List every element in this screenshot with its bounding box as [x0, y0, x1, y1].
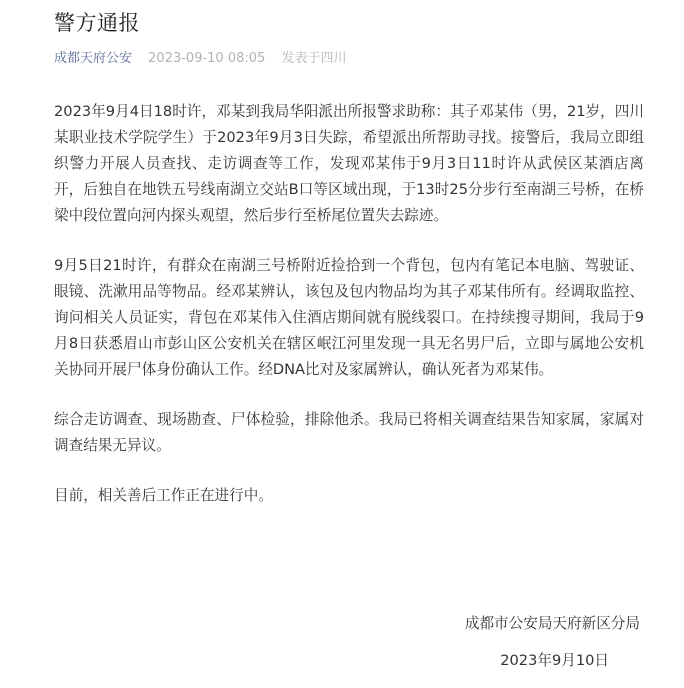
article-title: 警方通报: [54, 11, 140, 35]
publish-location: 发表于四川: [281, 51, 347, 66]
article-body: [54, 99, 644, 509]
publish-date: 2023-09-10 08:05: [148, 51, 266, 66]
paragraph-4: 目前，相关善后工作正在进行中。: [54, 487, 273, 504]
paragraph-1: 2023年9月4日18时许，邓某到我局华阳派出所报警求助称：其子邓某伟（男，21岁，四川某职业技术学院学生）于2023年9月3日失踪，希望派出所帮助寻找。接警后，我局立即组织警力开展人员查找、走访调查等工作，发现邓某伟于9月3日11时许从武侯区某酒店离开，后独自在地铁五号线南湖立交站B口等区域出现，于13时25分步行至南湖三号桥，在桥梁中段位置向河内探头观望，然后步行至桥尾位置失去踪迹。: [54, 103, 644, 224]
signature-date: 2023年9月10日: [500, 652, 609, 669]
paragraph-3: 综合走访调查、现场勘查、尸体检验，排除他杀。我局已将相关调查结果告知家属，家属对调查结果无异议。: [54, 411, 644, 454]
signature-org: 成都市公安局天府新区分局: [464, 615, 640, 632]
article: [54, 0, 644, 533]
article-meta: [54, 49, 644, 69]
author-link[interactable]: 成都天府公安: [54, 51, 133, 66]
paragraph-2: 9月5日21时许，有群众在南湖三号桥附近捡拾到一个背包，包内有笔记本电脑、驾驶证、眼镜、洗漱用品等物品。经邓某辨认，该包及包内物品均为其子邓某伟所有。经调取监控、询问相关人员证实，背包在邓某伟入住酒店期间就有脱线裂口。在持续搜寻期间，我局于9月8日获悉眉山市彭山区公安机关在辖区岷江河里发现一具无名男尸后，立即与属地公安机关协同开展尸体身份确认工作。经DNA比对及家属辨认，确认死者为邓某伟。: [54, 257, 644, 378]
